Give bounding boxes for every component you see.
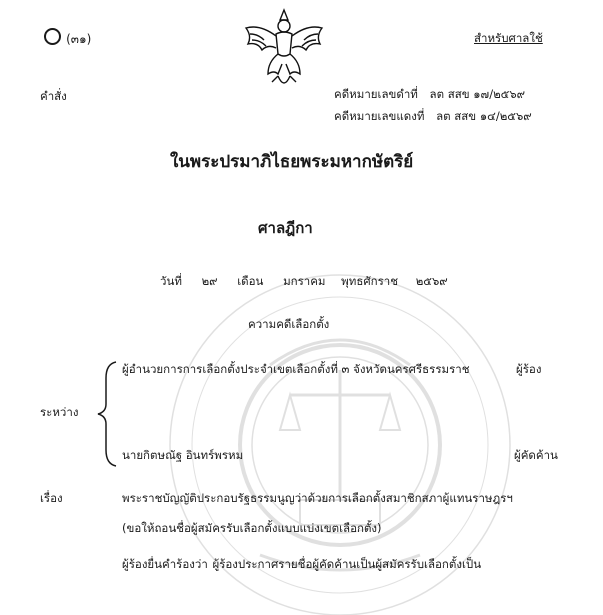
case-type: ความคดีเลือกตั้ง bbox=[248, 317, 330, 331]
subject-line-2: (ขอให้ถอนชื่อผู้สมัครรับเลือกตั้งแบบแบ่งเขตเลือกตั้ง) bbox=[122, 521, 382, 535]
garuda-emblem bbox=[238, 4, 330, 96]
royal-title: ในพระปรมาภิไธยพระมหากษัตริย์ bbox=[170, 152, 414, 172]
day-value: ๒๙ bbox=[201, 274, 218, 288]
subject-line-1: พระราชบัญญัติประกอบรัฐธรรมนูญว่าด้วยการเลือกตั้งสมาชิกสภาผู้แทนราษฎรฯ bbox=[122, 491, 513, 505]
petitioner-role: ผู้ร้อง bbox=[516, 362, 542, 376]
date-line bbox=[160, 273, 448, 291]
subject-label: เรื่อง bbox=[40, 491, 63, 505]
body-paragraph-start: ผู้ร้องยื่นคำร้องว่า ผู้ร้องประกาศรายชื่อผู้คัดค้านเป็นผู้สมัครรับเลือกตั้งเป็น bbox=[122, 557, 482, 571]
form-marker bbox=[44, 28, 91, 49]
petitioner-name: ผู้อำนวยการการเลือกตั้งประจำเขตเลือกตั้งที่ ๓ จังหวัดนครศรีธรรมราช bbox=[122, 362, 470, 376]
month-value: มกราคม bbox=[283, 274, 326, 288]
black-case-value: ลต สสข ๑๗/๒๕๖๙ bbox=[429, 87, 526, 101]
curly-brace-icon bbox=[94, 360, 120, 468]
year-label: พุทธศักราช bbox=[341, 274, 399, 288]
red-case-value: ลต สสข ๑๔/๒๕๖๙ bbox=[436, 109, 532, 123]
circle-mark-icon bbox=[44, 28, 61, 45]
day-label: วันที่ bbox=[160, 274, 182, 288]
between-label: ระหว่าง bbox=[40, 405, 79, 419]
red-case-number bbox=[334, 108, 532, 126]
year-value: ๒๕๖๙ bbox=[415, 274, 448, 288]
respondent-name: นายกิตษณัฐ อินทร์พรหม bbox=[122, 448, 244, 462]
black-case-number bbox=[334, 86, 525, 104]
black-case-label: คดีหมายเลขดำที่ bbox=[334, 87, 418, 101]
form-number: (๓๑) bbox=[66, 32, 92, 46]
court-use-only-label: สำหรับศาลใช้ bbox=[474, 31, 543, 45]
order-label: คำสั่ง bbox=[40, 89, 67, 103]
red-case-label: คดีหมายเลขแดงที่ bbox=[334, 109, 425, 123]
respondent-role: ผู้คัดค้าน bbox=[514, 448, 558, 462]
month-label: เดือน bbox=[237, 274, 264, 288]
court-name: ศาลฎีกา bbox=[258, 219, 313, 237]
